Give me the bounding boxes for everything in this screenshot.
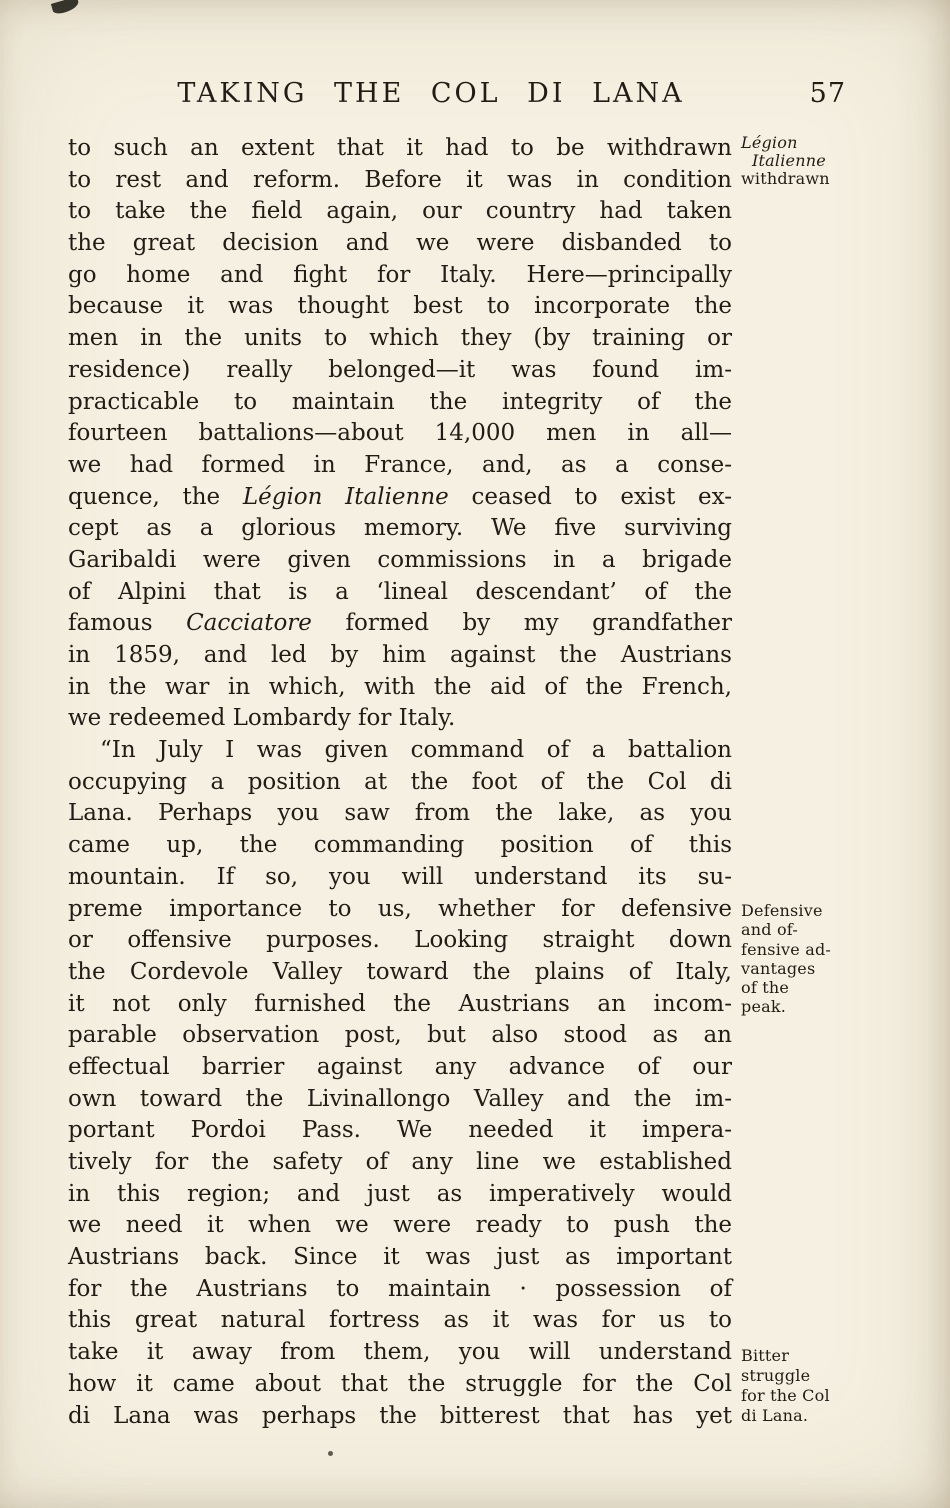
sidenote-line: withdrawn <box>741 169 830 188</box>
text-line: came up, the commanding position of this <box>68 832 732 859</box>
text-line: to take the field again, our country had taken <box>68 198 732 225</box>
text-line: “In July I was given command of a battalion <box>100 737 732 764</box>
text-line: how it came about that the struggle for the Col <box>68 1370 732 1397</box>
running-title: TAKING THE COL DI LANA <box>177 78 685 109</box>
page-header <box>0 78 950 114</box>
text-line: quence, the Légion Italienne ceased to exist ex- <box>68 483 732 510</box>
sidenote <box>741 134 939 188</box>
sidenote-line: peak. <box>741 997 787 1017</box>
text-line: occupying a position at the foot of the Col di <box>68 768 732 795</box>
sidenote-line: struggle <box>741 1366 811 1385</box>
text-line: take it away from them, you will understand <box>68 1339 732 1366</box>
text-line: effectual barrier against any advance of our <box>68 1053 732 1080</box>
text-line: the great decision and we were disbanded to <box>68 230 732 257</box>
paragraph <box>68 735 732 1432</box>
text-line: Lana. Perhaps you saw from the lake, as you <box>68 800 732 827</box>
text-line: cept as a glorious memory. We five surviving <box>68 515 732 542</box>
text-line: preme importance to us, whether for defensive <box>68 895 732 922</box>
text-line: this great natural fortress as it was for us to <box>68 1307 732 1334</box>
text-line: we redeemed Lombardy for Italy. <box>68 705 456 732</box>
text-line: the Cordevole Valley toward the plains of Italy, <box>68 958 732 985</box>
text-line: to rest and reform. Before it was in condition <box>68 166 732 193</box>
text-line: Garibaldi were given commissions in a brigade <box>68 546 732 573</box>
sidenote <box>741 901 939 1017</box>
page-number: 57 <box>809 78 846 109</box>
text-line: fourteen battalions—about 14,000 men in all— <box>68 420 732 447</box>
scan-artifact <box>328 1451 333 1456</box>
text-line: in this region; and just as imperatively would <box>68 1180 732 1207</box>
text-line: men in the units to which they (by training or <box>68 325 732 352</box>
scan-artifact <box>51 0 80 15</box>
text-line: portant Pordoi Pass. We needed it impera- <box>68 1117 732 1144</box>
sidenote-line: Defensive <box>741 901 823 920</box>
text-line: for the Austrians to maintain · possession of <box>68 1275 732 1302</box>
text-line: in the war in which, with the aid of the French, <box>68 673 732 700</box>
text-line: parable observation post, but also stood as an <box>68 1022 732 1049</box>
text-line: we had formed in France, and, as a conse- <box>68 451 732 478</box>
text-line: or offensive purposes. Looking straight down <box>68 927 732 954</box>
text-line: residence) really belonged—it was found im- <box>68 356 732 383</box>
sidenote-line: of the <box>741 978 790 998</box>
text-line: of Alpini that is a ‘lineal descendant’ of the <box>68 578 732 605</box>
sidenote-line: Italienne <box>752 151 826 170</box>
text-line: in 1859, and led by him against the Austrians <box>68 642 732 668</box>
text-line: famous Cacciatore formed by my grandfather <box>68 610 732 637</box>
text-line: own toward the Livinallongo Valley and the im- <box>68 1085 732 1112</box>
text-line: we need it when we were ready to push the <box>68 1212 732 1239</box>
sidenote-line: for the Col <box>741 1386 830 1405</box>
text-line: go home and fight for Italy. Here—principally <box>68 261 732 288</box>
sidenote-line: Légion <box>741 133 798 152</box>
sidenote-line: fensive ad- <box>741 939 832 959</box>
body-text <box>68 133 732 1432</box>
text-line: practicable to maintain the integrity of the <box>68 388 732 415</box>
sidenote-line: Bitter <box>741 1346 790 1365</box>
sidenote <box>741 1346 939 1426</box>
paragraph <box>68 133 732 735</box>
text-line: it not only furnished the Austrians an incom- <box>68 990 732 1017</box>
text-line: tively for the safety of any line we established <box>68 1149 732 1175</box>
sidenote-line: and of- <box>741 920 798 940</box>
text-line: mountain. If so, you will understand its su- <box>68 863 732 890</box>
text-line: di Lana was perhaps the bitterest that has yet <box>68 1402 732 1429</box>
text-line: to such an extent that it had to be withdrawn <box>68 135 732 161</box>
text-line: Austrians back. Since it was just as important <box>68 1244 732 1271</box>
text-line: because it was thought best to incorporate the <box>68 293 732 320</box>
sidenote-line: vantages <box>741 958 816 978</box>
sidenote-line: di Lana. <box>741 1406 809 1425</box>
